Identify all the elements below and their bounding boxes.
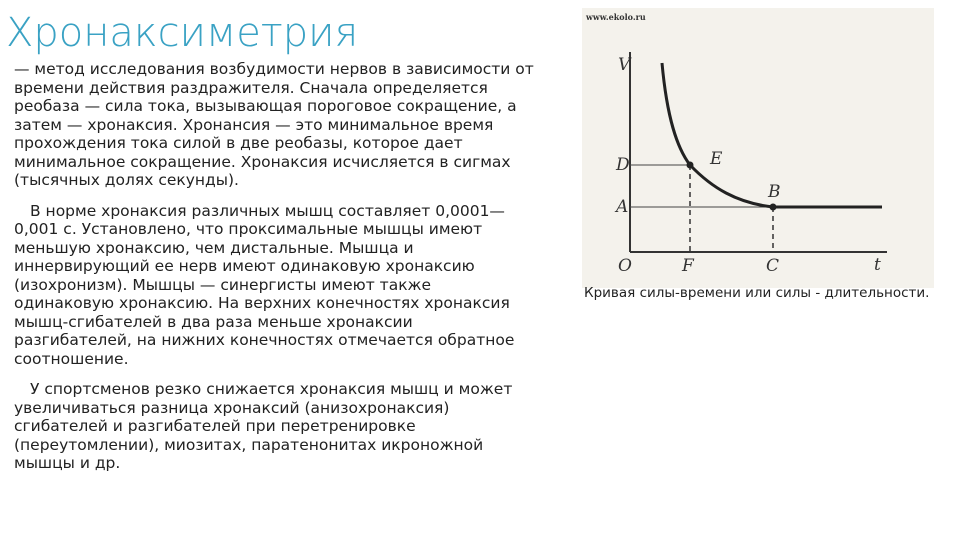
label-d: D bbox=[616, 155, 630, 175]
paragraph-definition: — метод исследования возбудимости нервов в зависимости от времени действия раздражителя. Сначала определяется реобаза — сила тока, вызывающая пороговое сокращение, а затем — хронаксия. Хронансия — это минимальное время прохождения тока силой в две реобазы, которое дает минимальное сокращение. Хронаксия исчисляется в сигмах (тысячных долях секунды). bbox=[14, 60, 534, 189]
x-axis-label: t bbox=[874, 255, 881, 275]
slide-title: Хронаксиметрия bbox=[6, 10, 359, 56]
point-b bbox=[770, 204, 777, 211]
body-text bbox=[14, 60, 534, 485]
strength-duration-diagram bbox=[582, 8, 934, 288]
y-axis-label: V bbox=[618, 55, 631, 75]
label-origin: O bbox=[618, 256, 632, 276]
paragraph-athletes: У спортсменов резко снижается хронаксия мышц и может увеличиваться разница хронаксий (анизохронаксия) сгибателей и разгибателей при перетренировке (переутомлении), миозитах, паратенонитах икроножной мышцы и др. bbox=[14, 380, 513, 472]
figure-caption: Кривая силы-времени или силы - длительности. bbox=[584, 285, 930, 301]
label-b: B bbox=[768, 182, 781, 202]
label-f: F bbox=[682, 256, 694, 276]
paragraph-norm: В норме хронаксия различных мышц составляет 0,0001—0,001 с. Установлено, что проксимальные мышцы имеют меньшую хронаксию, чем дистальные. Мышца и иннервирующий ее нерв имеют одинаковую хронаксию (изохронизм). Мышцы — синергисты имеют также одинаковую хронаксию. На верхних конечностях хронаксия мышц-сгибателей в два раза меньше хронаксии разгибателей, на нижних конечностях отмечается обратное соотношение. bbox=[14, 201, 515, 368]
label-a: A bbox=[616, 197, 629, 217]
watermark: www.ekolo.ru bbox=[586, 12, 646, 22]
point-e bbox=[687, 162, 694, 169]
label-e: E bbox=[710, 149, 723, 169]
strength-duration-figure bbox=[582, 8, 934, 288]
label-c: C bbox=[766, 256, 780, 276]
